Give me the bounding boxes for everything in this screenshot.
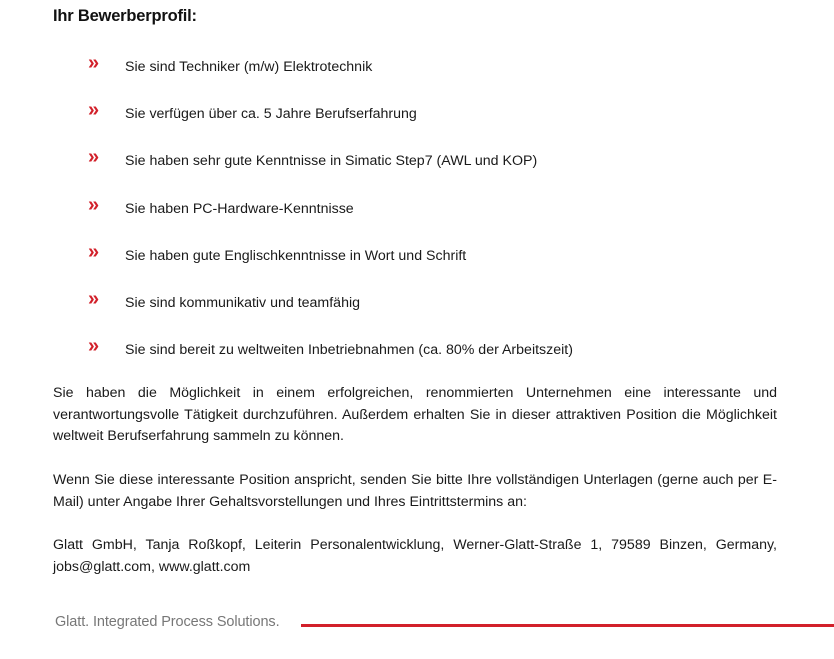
double-chevron-bullet-icon: » [88, 52, 100, 74]
profile-heading: Ihr Bewerberprofil: [53, 7, 197, 25]
list-item [0, 240, 834, 291]
double-chevron-bullet-icon: » [88, 146, 100, 169]
requirements-list [0, 52, 834, 385]
list-item [0, 99, 834, 149]
requirement-text: Sie verfügen über ca. 5 Jahre Berufserfahrung [125, 106, 417, 123]
contact-paragraph: Glatt GmbH, Tanja Roßkopf, Leiterin Personalentwicklung, Werner-Glatt-Straße 1, 79589 Binzen, Germany, jobs@glatt.com, www.glatt.com [53, 537, 777, 575]
requirement-text: Sie haben PC-Hardware-Kenntnisse [125, 200, 354, 217]
offer-paragraph: Sie haben die Möglichkeit in einem erfolgreichen, renommierten Unternehmen eine interessante und verantwortungsvolle Tätigkeit durchzuführen. Außerdem erhalten Sie in dieser attraktiven Position die Möglichkeit weltweit Berufserfahrung sammeln zu können. [53, 385, 777, 444]
footer-brand-slogan: Glatt. Integrated Process Solutions. [55, 614, 280, 630]
double-chevron-bullet-icon: » [88, 193, 100, 216]
list-item [0, 193, 834, 244]
double-chevron-bullet-icon: » [88, 99, 100, 122]
list-item [0, 52, 834, 102]
requirement-text: Sie sind bereit zu weltweiten Inbetriebnahmen (ca. 80% der Arbeitszeit) [125, 342, 573, 359]
requirement-text: Sie haben sehr gute Kenntnisse in Simatic Step7 (AWL und KOP) [125, 153, 538, 170]
list-item [0, 146, 834, 196]
list-item [0, 287, 834, 338]
requirement-text: Sie sind Techniker (m/w) Elektrotechnik [125, 59, 373, 75]
call-to-action-paragraph: Wenn Sie diese interessante Position anspricht, senden Sie bitte Ihre vollständigen Unterlagen (gerne auch per E-Mail) unter Angabe Ihrer Gehaltsvorstellungen und Ihres Eintrittstermins an: [53, 472, 777, 510]
requirement-text: Sie sind kommunikativ und teamfähig [125, 294, 361, 311]
double-chevron-bullet-icon: » [88, 335, 100, 358]
double-chevron-bullet-icon: » [88, 287, 100, 310]
requirement-text: Sie haben gute Englischkenntnisse in Wort und Schrift [125, 247, 467, 264]
footer-accent-line [301, 624, 834, 627]
double-chevron-bullet-icon: » [88, 240, 100, 263]
list-item [0, 335, 834, 385]
